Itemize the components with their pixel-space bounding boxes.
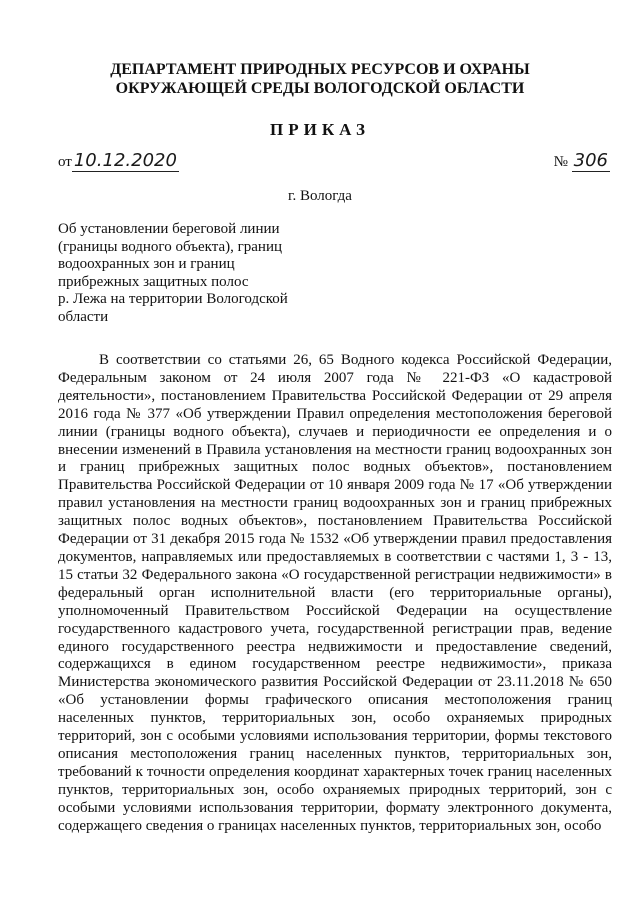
subject-line: р. Лежа на территории Вологодской <box>58 291 288 308</box>
handwritten-number: 306 <box>573 150 608 171</box>
subject-line: прибрежных защитных полос <box>58 273 249 290</box>
body-paragraph: В соответствии со статьями 26, 65 Водного кодекса Российской Федерации, Федеральным законом от 24 июля 2007 года № 221-ФЗ «О кадастровой деятельности», постановлением Правительства Российской Федерации от 29 апреля 2016 года № 377 «Об утверждении Правил определения местоположения береговой линии (границы водного объекта), случаев и периодичности ее определения и о внесении изменений в Правила установления на местности границ водоохранных зон и границ прибрежных защитных полос водных объектов», постановлением Правительства Российской Федерации от 10 января 2009 года № 17 «Об утверждении правил установления на местности границ водоохранных зон и границ прибрежных защитных полос водных объектов», постановлением Правительства Российской Федерации от 31 декабря 2015 года № 1532 «Об утверждении правил предоставления документов, направляемых или предоставляемых в соответствии с частями 1, 3 - 13, 15 статьи 32 Федерального закона «О государственной регистрации недвижимости» в федеральный орган исполнительной власти (его территориальные органы), уполномоченный Правительством Российской Федерации на осуществление государственного кадастрового учета, государственной регистрации прав, ведение единого государственного реестра недвижимости и предоставление сведений, содержащихся в едином государственном реестре недвижимости», приказа Министерства экономического развития Российской Федерации от 23.11.2018 № 650 «Об установлении формы графического описания местоположения границ населенных пунктов, территориальных зон, особо охраняемых природных территорий, зон с особыми условиями использования территории, формы текстового описания местоположения границ населенных пунктов, территориальных зон, требований к точности определения координат характерных точек границ населенных пунктов, территориальных зон, особо охраняемых природных территорий, зон с особыми условиями использования территории, формату электронного документа, содержащего сведения о границах населенных пунктов, территориальных зон, особо <box>58 352 612 834</box>
number-prefix: № <box>553 154 568 170</box>
order-date <box>58 150 179 171</box>
document-type-title: ПРИКАЗ <box>270 120 370 139</box>
department-line-1: ДЕПАРТАМЕНТ ПРИРОДНЫХ РЕСУРСОВ И ОХРАНЫ <box>110 61 530 78</box>
handwritten-date: 10.12.2020 <box>73 150 177 171</box>
order-number <box>554 150 610 171</box>
subject-line: Об установлении береговой линии <box>58 221 280 237</box>
order-subject <box>58 221 318 327</box>
subject-line: (границы водного объекта), границ <box>58 238 282 255</box>
city-line: г. Вологда <box>288 188 352 204</box>
department-line-2: ОКРУЖАЮЩЕЙ СРЕДЫ ВОЛОГОДСКОЙ ОБЛАСТИ <box>115 80 525 97</box>
subject-line: водоохранных зон и границ <box>58 256 235 273</box>
date-prefix: от <box>58 154 72 170</box>
department-header <box>0 60 640 98</box>
subject-line: области <box>58 308 109 325</box>
